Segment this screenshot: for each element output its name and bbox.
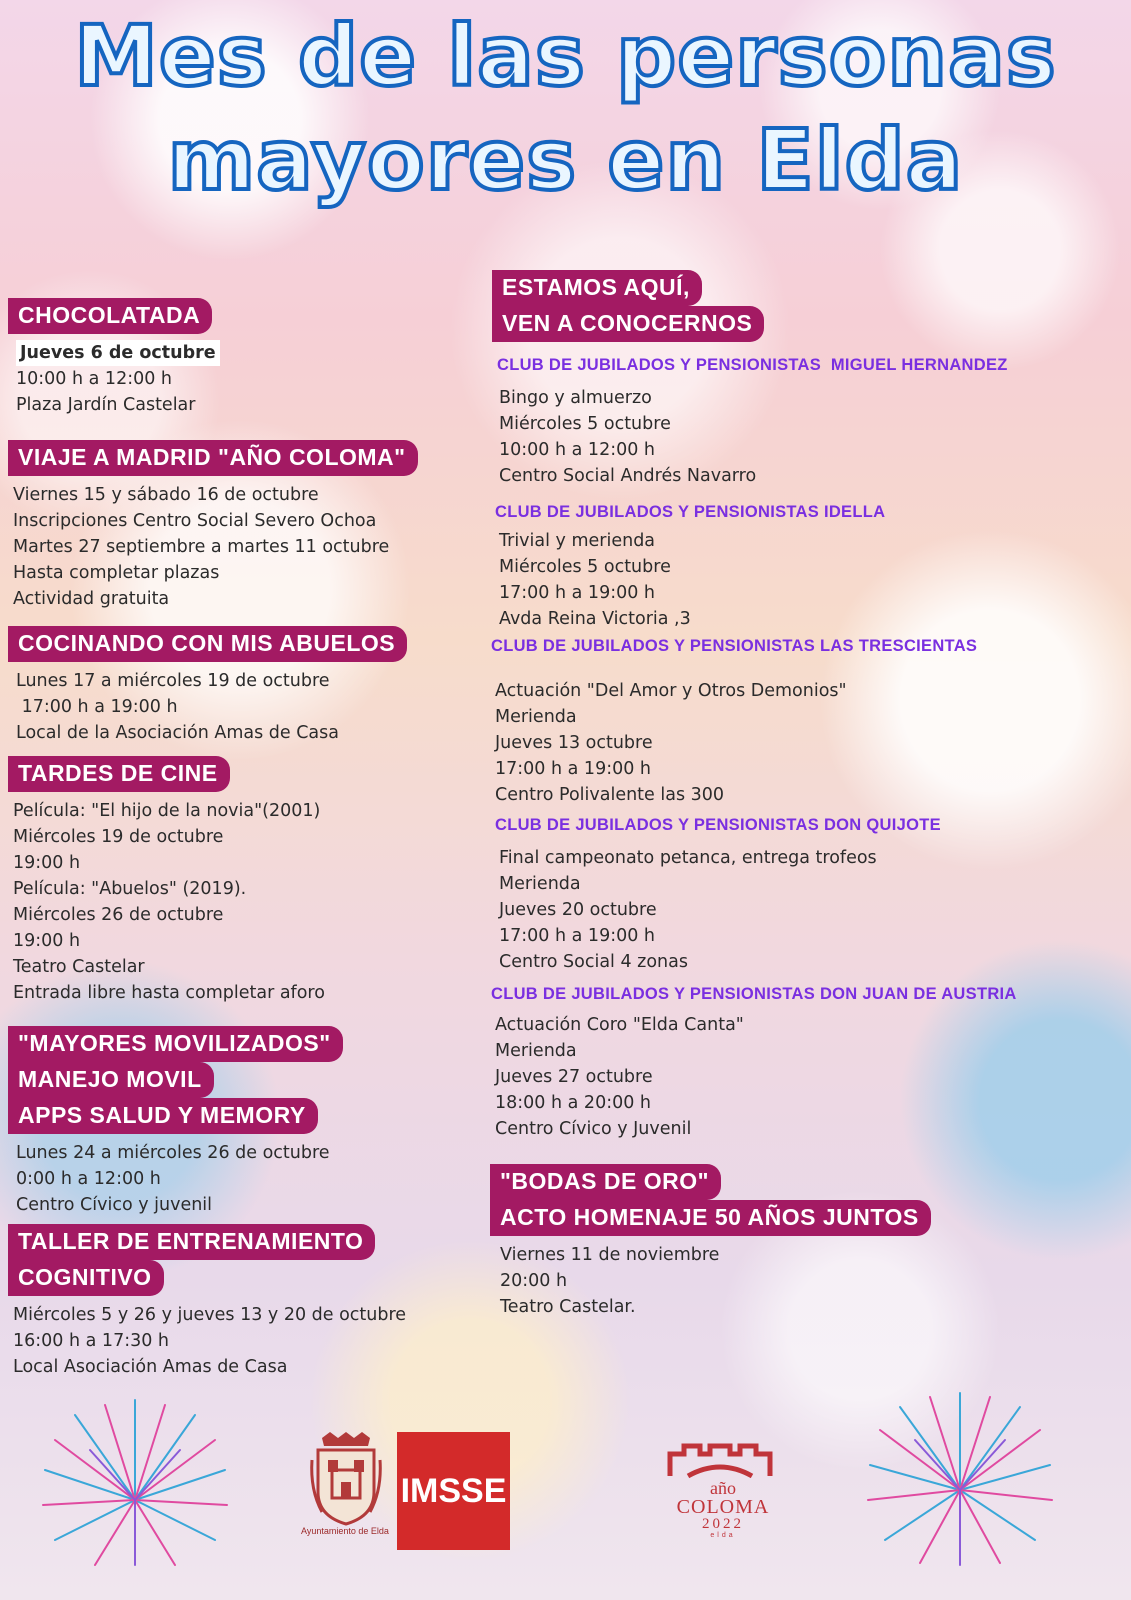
section-heading: TALLER DE ENTRENAMIENTO [8,1224,375,1260]
event-line: Hasta completar plazas [13,563,220,583]
section-heading: APPS SALUD Y MEMORY [8,1098,318,1134]
event-line: Inscripciones Centro Social Severo Ochoa [13,511,377,531]
section-heading: COCINANDO CON MIS ABUELOS [8,626,407,662]
section-heading: "BODAS DE ORO" [490,1164,721,1200]
section-cine [8,756,478,1006]
club-don-quijote [495,816,1115,975]
club-name: CLUB DE JUBILADOS Y PENSIONISTAS IDELLA [495,503,886,521]
event-line: Teatro Castelar. [500,1297,636,1317]
event-line: Miércoles 5 y 26 y jueves 13 y 20 de octubre [13,1305,407,1325]
event-line: Película: "Abuelos" (2019). [13,879,247,899]
castle-crown-icon [666,1440,774,1482]
event-line: Actuación "Del Amor y Otros Demonios" [495,681,847,701]
event-date: Jueves 6 de octubre [16,340,220,366]
event-line: Lunes 24 a miércoles 26 de octubre [16,1143,330,1163]
event-line: Miércoles 5 octubre [499,557,671,577]
event-line: Miércoles 26 de octubre [13,905,224,925]
event-line: 0:00 h a 12:00 h [16,1169,161,1189]
event-line: Local de la Asociación Amas de Casa [16,723,339,743]
event-line: Viernes 11 de noviembre [500,1245,720,1265]
event-line: Teatro Castelar [13,957,145,977]
event-line: Merienda [495,707,577,727]
section-taller [8,1224,478,1380]
club-name: CLUB DE JUBILADOS Y PENSIONISTAS LAS TRESCIENTAS [491,637,978,655]
section-heading: COGNITIVO [8,1260,164,1296]
event-line: Centro Social 4 zonas [499,952,688,972]
event-line: Centro Cívico y juvenil [16,1195,213,1215]
coloma-year-text: 2022 [702,1516,744,1532]
event-place: Plaza Jardín Castelar [16,395,196,415]
event-line: Avda Reina Victoria ,3 [499,609,691,629]
event-line: Martes 27 septiembre a martes 11 octubre [13,537,390,557]
club-idella [495,503,1115,632]
club-las-trescientas [491,637,1111,808]
club-name: CLUB DE JUBILADOS Y PENSIONISTAS DON QUIJOTE [495,816,941,834]
section-movilizados [8,1026,478,1218]
ayuntamiento-label: Ayuntamiento de Elda [301,1526,389,1536]
section-heading: MANEJO MOVIL [8,1062,214,1098]
event-line: Trivial y merienda [499,531,656,551]
event-line: 17:00 h a 19:00 h [499,583,656,603]
section-estamos [492,270,1112,348]
coat-of-arms-icon [308,1430,384,1526]
section-heading: VIAJE A MADRID "AÑO COLOMA" [8,440,418,476]
event-line: 17:00 h a 19:00 h [495,759,652,779]
event-line: Viernes 15 y sábado 16 de octubre [13,485,319,505]
title-line-2: mayores en Elda [167,111,964,209]
event-line: Bingo y almuerzo [499,388,652,408]
firework-icon [35,1390,235,1570]
event-line: Local Asociación Amas de Casa [13,1357,288,1377]
event-line: Miércoles 5 octubre [499,414,671,434]
section-cocinando [8,626,478,746]
section-chocolatada [8,298,478,418]
club-name: CLUB DE JUBILADOS Y PENSIONISTAS MIGUEL HERNANDEZ [497,356,1008,374]
section-heading: ACTO HOMENAJE 50 AÑOS JUNTOS [490,1200,931,1236]
section-heading: TARDES DE CINE [8,756,230,792]
event-line: Merienda [499,874,581,894]
event-line: Miércoles 19 de octubre [13,827,224,847]
event-line: Actividad gratuita [13,589,170,609]
event-line: Merienda [495,1041,577,1061]
event-line: Actuación Coro "Elda Canta" [495,1015,744,1035]
event-line: Película: "El hijo de la novia"(2001) [13,801,321,821]
event-line: 19:00 h [13,853,81,873]
club-miguel-hernandez [497,356,1117,489]
coloma-ano-text: año [710,1478,736,1498]
page-title [0,4,1131,212]
club-name: CLUB DE JUBILADOS Y PENSIONISTAS DON JUAN DE AUSTRIA [491,985,1017,1003]
event-line: 17:00 h a 19:00 h [16,697,178,717]
club-don-juan-de-austria [491,985,1111,1142]
event-line: Centro Polivalente las 300 [495,785,725,805]
event-line: 18:00 h a 20:00 h [495,1093,652,1113]
event-line: 20:00 h [500,1271,568,1291]
coloma-name-text: COLOMA [676,1496,770,1518]
event-line: 17:00 h a 19:00 h [499,926,656,946]
section-heading: "MAYORES MOVILIZADOS" [8,1026,343,1062]
event-line: Entrada libre hasta completar aforo [13,983,325,1003]
event-line: 16:00 h a 17:30 h [13,1331,170,1351]
section-heading: CHOCOLATADA [8,298,212,334]
event-line: Jueves 13 octubre [495,733,653,753]
title-line-1: Mes de las personas [74,7,1057,105]
event-line: Final campeonato petanca, entrega trofeos [499,848,877,868]
imsse-logo: IMSSE [397,1432,510,1550]
section-bodas-de-oro [490,1164,1110,1320]
firework-icon [860,1385,1060,1570]
event-line: Centro Social Andrés Navarro [499,466,757,486]
event-line: Jueves 20 octubre [499,900,657,920]
event-line: 10:00 h a 12:00 h [499,440,656,460]
event-line: Centro Cívico y Juvenil [495,1119,692,1139]
event-line: 19:00 h [13,931,81,951]
section-viaje [8,440,478,612]
event-line: Jueves 27 octubre [495,1067,653,1087]
section-heading: ESTAMOS AQUÍ, [492,270,702,306]
coloma-city-text: elda [710,1532,736,1539]
section-heading: VEN A CONOCERNOS [492,306,764,342]
event-line: Lunes 17 a miércoles 19 de octubre [16,671,330,691]
event-time: 10:00 h a 12:00 h [16,369,173,389]
